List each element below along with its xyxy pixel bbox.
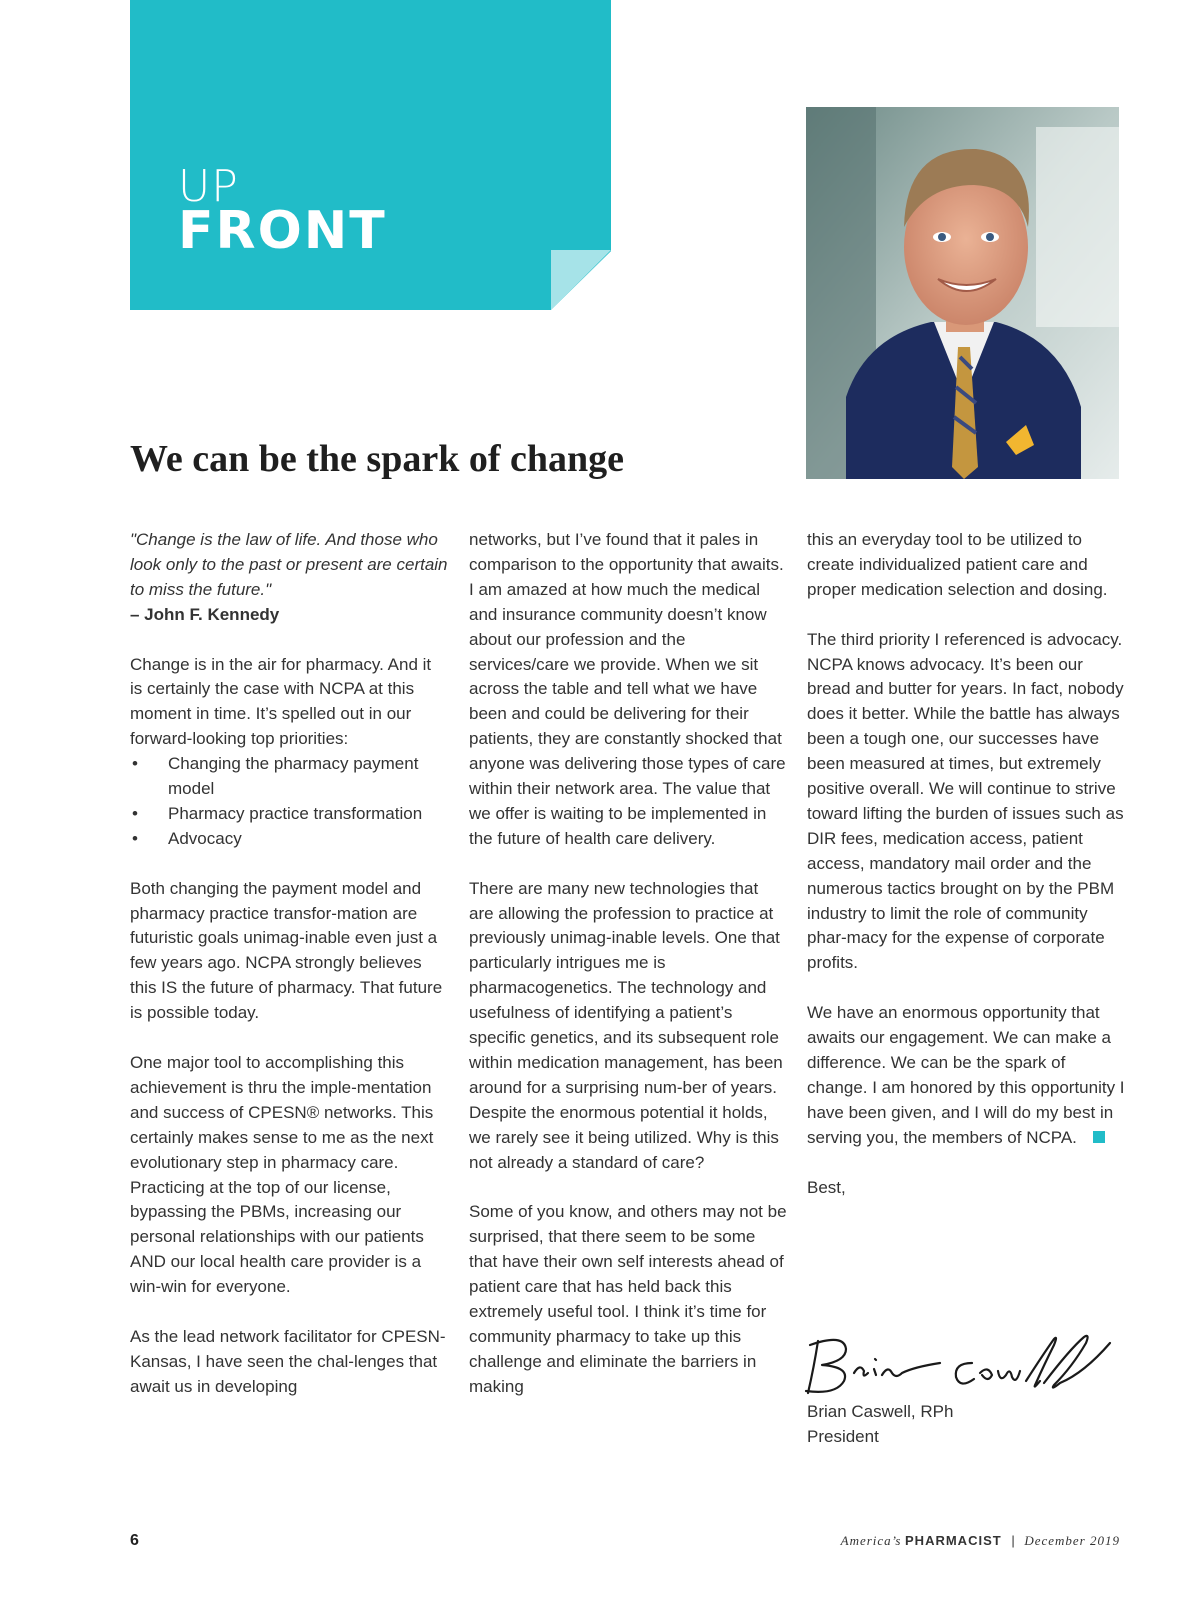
paragraph: There are many new technologies that are allowing the profession to practice at previously unimag-inable levels. One that particularly intrigues me is pharmacogenetics. The technology and usefulness of identifying a patient’s specific genetics, and its subsequent role within medication management, has been around for a surprising num-ber of years. Despite the enormous potential it holds, we rarely see it being utilized. Why is this not already a standard of care? <box>469 878 783 1172</box>
priority-list <box>130 752 448 852</box>
author-photo <box>806 107 1119 479</box>
publication-prefix: America’s <box>840 1533 902 1548</box>
issue-date: December 2019 <box>1024 1533 1120 1548</box>
footer-separator: | <box>1011 1533 1015 1548</box>
signer-block <box>807 1400 953 1450</box>
banner-page-fold <box>551 250 611 310</box>
list-item: • Pharmacy practice transformation <box>130 802 448 827</box>
publication-footer <box>841 1533 1120 1549</box>
end-mark-icon <box>1093 1131 1105 1143</box>
paragraph: Both changing the payment model and pharmacy practice transfor-mation are futuristic goals unimag-inable even just a few years ago. NCPA strongly believes this IS the future of pharmacy. That future is possible today. <box>130 878 443 1023</box>
signer-title: President <box>807 1426 879 1446</box>
quote-author: – John F. Kennedy <box>130 604 280 624</box>
page-number: 6 <box>130 1532 139 1549</box>
paragraph: Some of you know, and others may not be surprised, that there seem to be some that have their own self interests ahead of patient care that has held back this extremely useful tool. I think it’s time for community pharmacy to take up this challenge and eliminate the barriers in making <box>469 1202 787 1396</box>
paragraph: One major tool to accomplishing this achievement is thru the imple-mentation and success of CPESN® networks. This certainly makes sense to me as the next evolutionary step in pharmacy care. Practicing at the top of our license, bypassing the PBMs, increasing our personal relationships with our patients AND our local health care provider is a win-win for everyone. <box>130 1052 434 1297</box>
paragraph: As the lead network facilitator for CPESN-Kansas, I have seen the chal-lenges that await us in developing <box>130 1326 446 1396</box>
paragraph: this an everyday tool to be utilized to create individualized patient care and proper medication selection and dosing. <box>807 530 1108 599</box>
column-3 <box>807 528 1125 1225</box>
signer-name: Brian Caswell, RPh <box>807 1402 954 1421</box>
opening-quote: "Change is the law of life. And those who look only to the past or present are certain to miss the future." <box>130 530 448 599</box>
closing: Best, <box>807 1177 846 1197</box>
paragraph: Change is in the air for pharmacy. And it is certainly the case with NCPA at this moment in time. It’s spelled out in our forward-looking top priorities: <box>130 654 432 749</box>
handwritten-signature <box>804 1333 1114 1399</box>
list-item: • Changing the pharmacy payment model <box>130 752 448 802</box>
paragraph-text: We have an enormous opportunity that awaits our engagement. We can make a difference. We can be the spark of change. I am honored by this opportunity I have been given, and I will do my best in serving you, the members of NCPA. <box>807 1003 1125 1147</box>
publication-name: PHARMACIST <box>905 1533 1002 1548</box>
article-headline: We can be the spark of change <box>130 438 624 480</box>
section-banner <box>130 0 611 310</box>
paragraph: networks, but I’ve found that it pales in comparison to the opportunity that awaits. I am amazed at how much the medical and insurance community doesn’t know about our profession and the services/care we provide. When we sit across the table and tell what we have been and could be delivering for their patients, they are constantly shocked that anyone was delivering those types of care within their network area. The value that we offer is waiting to be implemented in the future of health care delivery. <box>469 530 786 848</box>
column-2 <box>469 528 787 1425</box>
section-label-front: FRONT <box>178 201 387 261</box>
paragraph <box>807 1001 1125 1150</box>
column-1 <box>130 528 448 1425</box>
paragraph: The third priority I referenced is advocacy. NCPA knows advocacy. It’s been our bread and butter for years. In fact, nobody does it better. While the battle has always been a tough one, our successes have been measured at times, but extremely positive overall. We will continue to strive toward lifting the burden of issues such as DIR fees, medication access, patient access, mandatory mail order and the numerous tactics brought on by the PBM industry to limit the role of community phar-macy for the expense of corporate profits. <box>807 629 1124 973</box>
section-label-up: UP <box>178 161 239 212</box>
list-item: • Advocacy <box>130 827 448 852</box>
